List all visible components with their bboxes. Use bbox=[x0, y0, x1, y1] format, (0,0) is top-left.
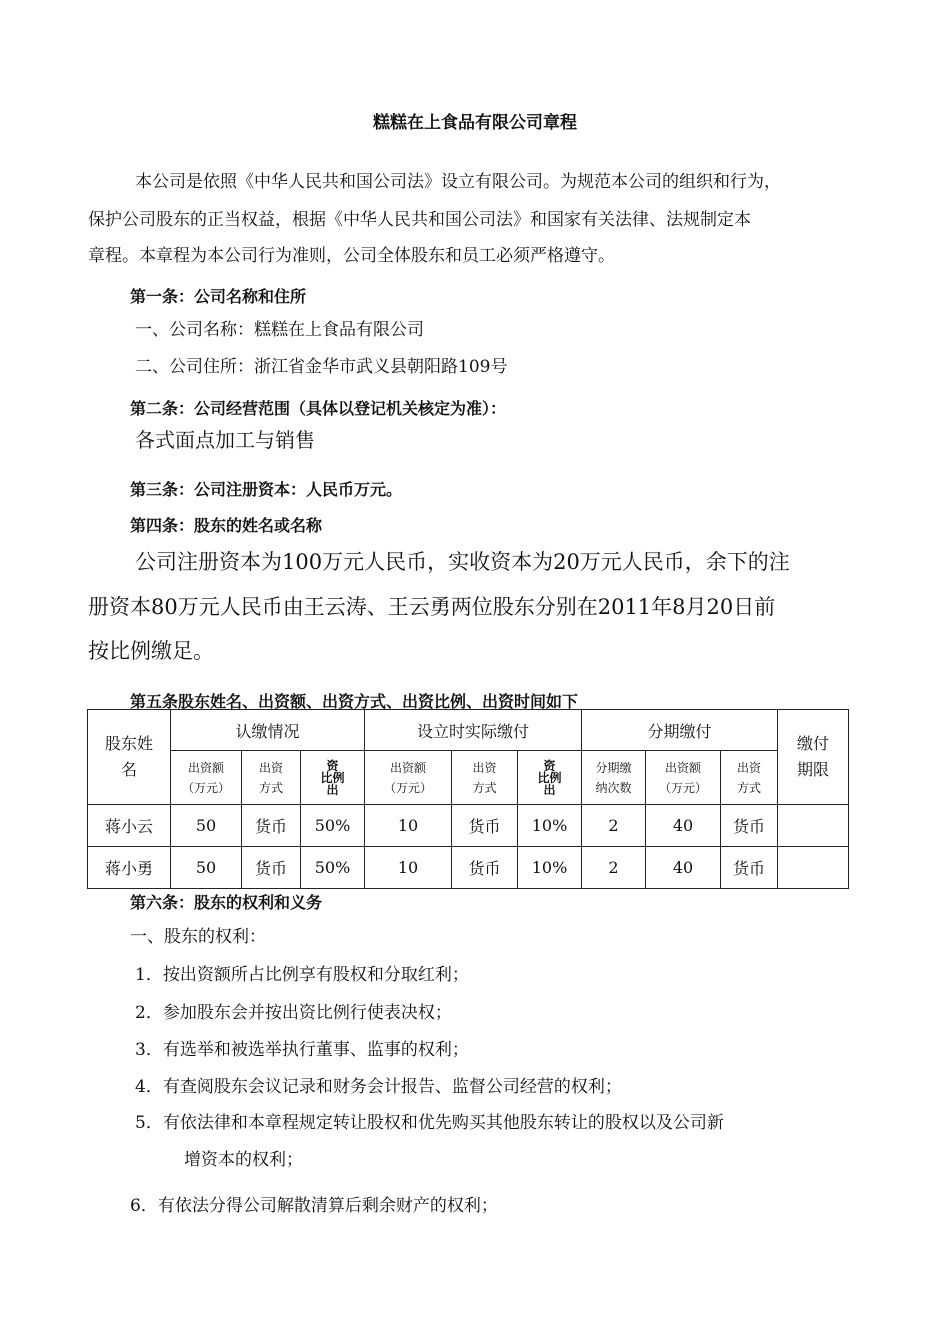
header-deadline: 缴付期限 bbox=[778, 710, 849, 805]
capital-line-3: 按比例缴足。 bbox=[88, 639, 214, 663]
cell-paid-ratio: 10% bbox=[518, 847, 582, 889]
sub-header-amount: 出资额 （万元） bbox=[365, 751, 452, 805]
rights-item-continuation: 增资本的权利； bbox=[184, 1150, 303, 1170]
cell-paid-ratio: 10% bbox=[518, 805, 582, 847]
header-installments: 分期缴付 bbox=[582, 710, 778, 751]
rights-subheading: 一、股东的权利： bbox=[130, 927, 266, 947]
article-2-heading: 第二条：公司经营范围（具体以登记机关核定为准）： bbox=[130, 399, 507, 418]
company-name-line: 一、公司名称：糕糕在上食品有限公司 bbox=[135, 320, 424, 340]
cell-times: 2 bbox=[582, 805, 646, 847]
rights-item: 1．按出资额所占比例享有股权和分取红利； bbox=[135, 965, 469, 985]
rights-item: 2．参加股东会并按出资比例行使表决权； bbox=[135, 1003, 452, 1023]
article-3-heading: 第三条：公司注册资本：人民币万元。 bbox=[130, 480, 403, 499]
cell-paid-amount: 10 bbox=[365, 805, 452, 847]
sub-header-amount: 出资额 （万元） bbox=[171, 751, 242, 805]
cell-sub-ratio: 50% bbox=[301, 805, 365, 847]
cell-inst-method: 货币 bbox=[721, 847, 778, 889]
cell-inst-amount: 40 bbox=[646, 847, 721, 889]
table-row bbox=[88, 805, 849, 847]
sub-header-ratio: 资 比例 出 bbox=[518, 751, 582, 805]
cell-sub-amount: 50 bbox=[171, 805, 242, 847]
cell-deadline bbox=[778, 847, 849, 889]
capital-line-1: 公司注册资本为100万元人民币，实收资本为20万元人民币，余下的注 bbox=[135, 550, 790, 574]
intro-line-1: 本公司是依照《中华人民共和国公司法》设立有限公司。为规范本公司的组织和行为， bbox=[135, 172, 781, 192]
shareholder-table bbox=[87, 709, 849, 889]
sub-header-method: 出资 方式 bbox=[452, 751, 518, 805]
rights-item: 5．有依法律和本章程规定转让股权和优先购买其他股东转让的股权以及公司新 bbox=[135, 1113, 724, 1133]
cell-name: 蒋小云 bbox=[88, 805, 171, 847]
article-1-heading: 第一条：公司名称和住所 bbox=[130, 287, 307, 306]
cell-deadline bbox=[778, 805, 849, 847]
cell-inst-method: 货币 bbox=[721, 805, 778, 847]
article-4-heading: 第四条：股东的姓名或名称 bbox=[130, 516, 323, 535]
cell-paid-amount: 10 bbox=[365, 847, 452, 889]
sub-header-ratio: 资 比例 出 bbox=[301, 751, 365, 805]
cell-name: 蒋小勇 bbox=[88, 847, 171, 889]
cell-paid-method: 货币 bbox=[452, 847, 518, 889]
cell-times: 2 bbox=[582, 847, 646, 889]
intro-line-3: 章程。本章程为本公司行为准则，公司全体股东和员工必须严格遵守。 bbox=[88, 246, 615, 266]
header-paid-at-setup: 设立时实际缴付 bbox=[365, 710, 582, 751]
rights-item: 3．有选举和被选举执行董事、监事的权利； bbox=[135, 1040, 469, 1060]
article-5-heading: 第五条股东姓名、出资额、出资方式、出资比例、出资时间如下 bbox=[130, 692, 579, 711]
cell-sub-ratio: 50% bbox=[301, 847, 365, 889]
table-row bbox=[88, 847, 849, 889]
company-address-line: 二、公司住所：浙江省金华市武义县朝阳路109号 bbox=[135, 357, 508, 377]
document-title: 糕糕在上食品有限公司章程 bbox=[373, 113, 577, 133]
article-6-heading: 第六条：股东的权利和义务 bbox=[130, 893, 323, 912]
capital-line-2: 册资本80万元人民币由王云涛、王云勇两位股东分别在2011年8月20日前 bbox=[88, 595, 776, 619]
cell-sub-method: 货币 bbox=[242, 805, 301, 847]
sub-header-amount: 出资额 （万元） bbox=[646, 751, 721, 805]
sub-header-installment-count: 分期缴 纳次数 bbox=[582, 751, 646, 805]
header-subscribed: 认缴情况 bbox=[171, 710, 365, 751]
cell-sub-method: 货币 bbox=[242, 847, 301, 889]
rights-item: 4．有查阅股东会议记录和财务会计报告、监督公司经营的权利； bbox=[135, 1077, 622, 1097]
header-shareholder-name: 股东姓名 bbox=[88, 710, 171, 805]
cell-paid-method: 货币 bbox=[452, 805, 518, 847]
business-scope: 各式面点加工与销售 bbox=[135, 428, 315, 452]
intro-line-2: 保护公司股东的正当权益，根据《中华人民共和国公司法》和国家有关法律、法规制定本 bbox=[88, 210, 751, 230]
cell-inst-amount: 40 bbox=[646, 805, 721, 847]
rights-item: 6．有依法分得公司解散清算后剩余财产的权利； bbox=[130, 1196, 498, 1216]
cell-sub-amount: 50 bbox=[171, 847, 242, 889]
sub-header-method: 出资 方式 bbox=[721, 751, 778, 805]
sub-header-method: 出资 方式 bbox=[242, 751, 301, 805]
